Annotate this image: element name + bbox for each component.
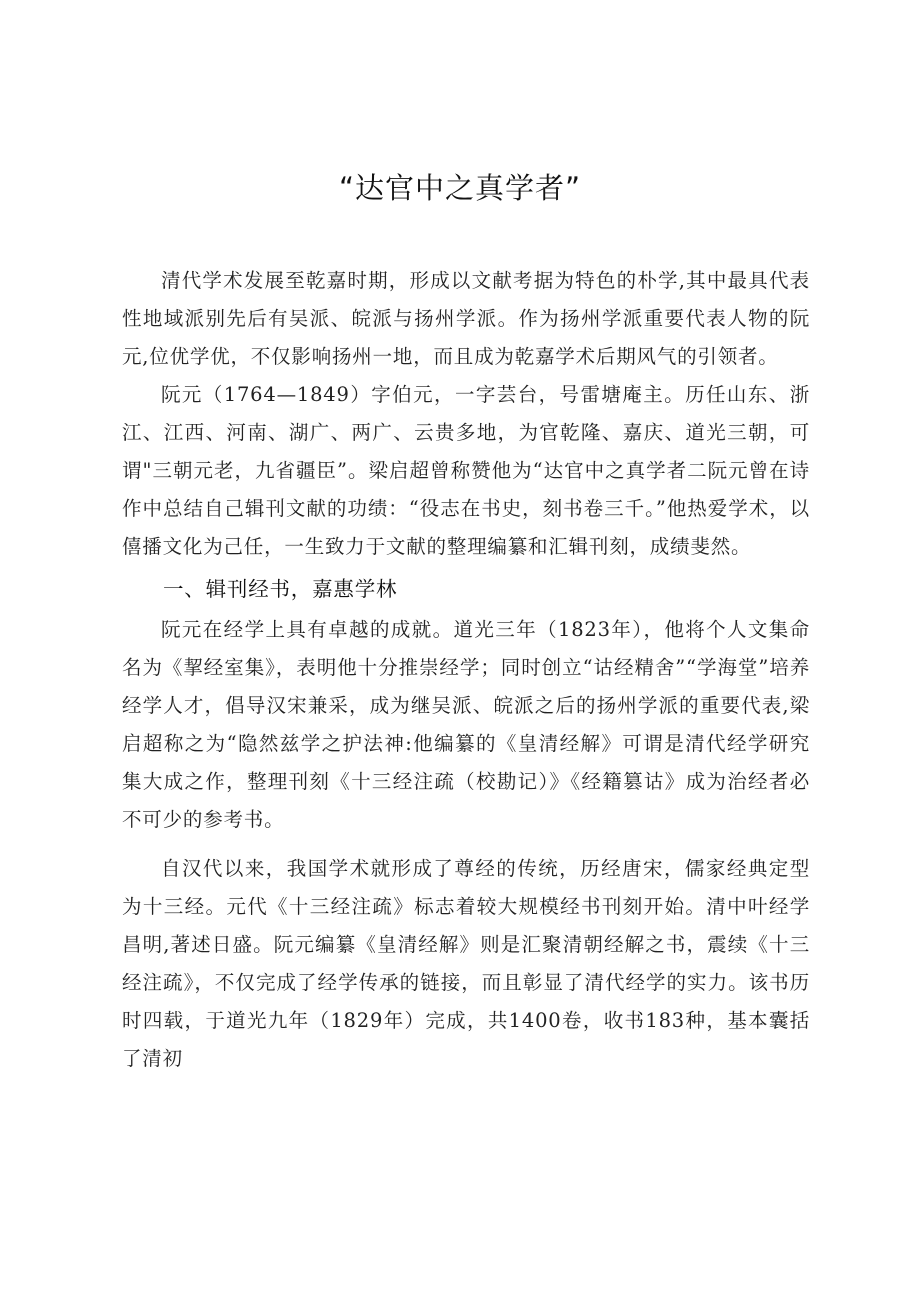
document-title: “达官中之真学者” (338, 171, 582, 205)
document-body (122, 262, 810, 1078)
section-paragraph: 自汉代以来，我国学术就形成了尊经的传统，历经唐宋，儒家经典定型为十三经。元代《十三经注疏》标志着较大规模经书刊刻开始。清中叶经学昌明,著述日盛。阮元编纂《皇清经解》则是汇聚清朝经解之书，震续《十三经注疏》，不仅完成了经学传承的链接，而且彰显了清代经学的实力。该书历时四载，于道光九年（1829年）完成，共1400卷，收书183种，基本囊括了清初 (122, 857, 810, 1070)
section-paragraph: 阮元在经学上具有卓越的成就。道光三年（1823年），他将个人文集命名为《挈经室集》，表明他十分推崇经学；同时创立“诂经精舍”“学海堂”培养经学人才，倡导汉宋兼采，成为继吴派、皖派之后的扬州学派的重要代表,梁启超称之为“隐然兹学之护法神:他编纂的《皇清经解》可谓是清代经学研究集大成之作，整理刊刻《十三经注疏（校勘记）》《经籍篡诂》成为治经者必不可少的参考书。 (122, 618, 810, 831)
biography-paragraph: 阮元（1764—1849）字伯元，一字芸台，号雷塘庵主。历任山东、浙江、江西、河南、湖广、两广、云贵多地，为官乾隆、嘉庆、道光三朝，可谓"三朝元老，九省疆臣”。梁启超曾称赞他为“达官中之真学者二阮元曾在诗作中总结自己辑刊文献的功绩：“役志在书史，刻书卷三千。”他热爱学术，以僖播文化为己任，一生致力于文献的整理编纂和汇辑刊刻，成绩斐然。 (122, 383, 810, 558)
intro-paragraph: 清代学术发展至乾嘉时期，形成以文献考据为特色的朴学,其中最具代表性地域派别先后有吴派、皖派与扬州学派。作为扬州学派重要代表人物的阮元,位优学优，不仅影响扬州一地，而且成为乾嘉学术后期风气的引领者。 (122, 269, 810, 368)
section-heading: 一、辑刊经书，嘉惠学林 (163, 577, 398, 601)
